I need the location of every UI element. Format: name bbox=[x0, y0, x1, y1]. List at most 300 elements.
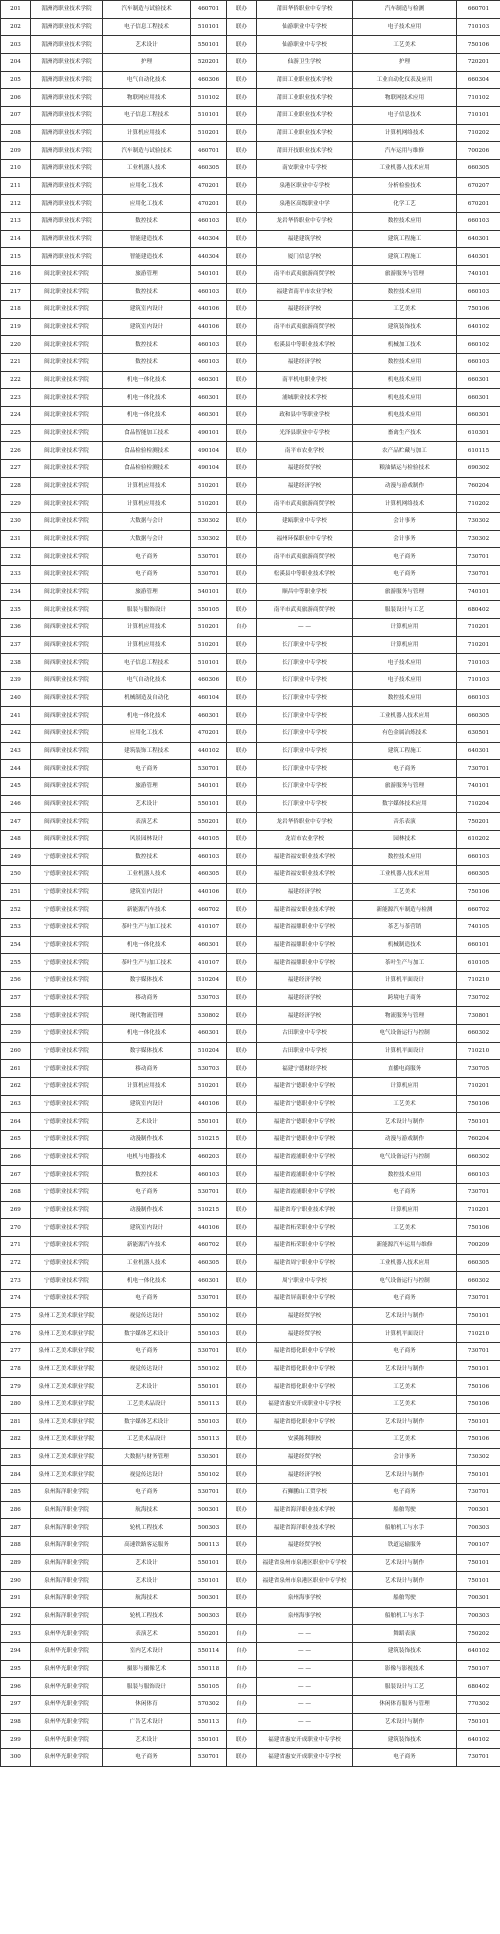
college-major-code-cell: 530301 bbox=[191, 1448, 227, 1466]
secondary-school-cell: 松溪县中等职业技术学校 bbox=[257, 566, 353, 584]
table-row bbox=[1, 354, 500, 372]
college-major-cell: 机械制造及自动化 bbox=[103, 689, 191, 707]
secondary-major-cell: 电子商务 bbox=[353, 1342, 457, 1360]
college-name-cell: 闽北职业技术学院 bbox=[31, 283, 103, 301]
table-row bbox=[1, 1148, 500, 1166]
secondary-school-cell: 福建省德化职业中专学校 bbox=[257, 1360, 353, 1378]
secondary-school-cell: 长汀职业中专学校 bbox=[257, 689, 353, 707]
secondary-major-cell: 影像与影视技术 bbox=[353, 1660, 457, 1678]
college-name-cell: 宁德职业技术学院 bbox=[31, 848, 103, 866]
college-major-cell: 轮机工程技术 bbox=[103, 1519, 191, 1537]
table-row bbox=[1, 159, 500, 177]
secondary-major-code-cell: 750101 bbox=[457, 1113, 500, 1131]
college-name-cell: 泉州海洋职业学院 bbox=[31, 1537, 103, 1555]
college-major-cell: 表演艺术 bbox=[103, 813, 191, 831]
secondary-major-code-cell: 730701 bbox=[457, 1342, 500, 1360]
row-number-cell: 226 bbox=[1, 442, 31, 460]
secondary-school-cell: 福建建筑学校 bbox=[257, 230, 353, 248]
secondary-major-code-cell: 750101 bbox=[457, 1713, 500, 1731]
college-major-cell: 大数据与会计 bbox=[103, 513, 191, 531]
secondary-major-cell: 服装设计与工艺 bbox=[353, 1678, 457, 1696]
program-type-cell: 联办 bbox=[227, 318, 257, 336]
row-number-cell: 249 bbox=[1, 848, 31, 866]
table-row bbox=[1, 1095, 500, 1113]
program-type-cell: 联办 bbox=[227, 1289, 257, 1307]
row-number-cell: 270 bbox=[1, 1219, 31, 1237]
secondary-major-code-cell: 730302 bbox=[457, 513, 500, 531]
row-number-cell: 257 bbox=[1, 989, 31, 1007]
row-number-cell: 300 bbox=[1, 1748, 31, 1766]
table-row bbox=[1, 477, 500, 495]
program-type-cell: 联办 bbox=[227, 195, 257, 213]
secondary-major-code-cell: 660103 bbox=[457, 354, 500, 372]
secondary-major-cell: 电子技术应用 bbox=[353, 654, 457, 672]
secondary-major-cell: 旅游服务与管理 bbox=[353, 777, 457, 795]
secondary-major-cell: 旅游服务与管理 bbox=[353, 583, 457, 601]
secondary-major-cell: 建筑工程施工 bbox=[353, 248, 457, 266]
program-type-cell: 联办 bbox=[227, 1554, 257, 1572]
college-major-code-cell: 460103 bbox=[191, 283, 227, 301]
row-number-cell: 286 bbox=[1, 1501, 31, 1519]
secondary-major-code-cell: 610105 bbox=[457, 954, 500, 972]
college-major-cell: 移动商务 bbox=[103, 989, 191, 1007]
table-row bbox=[1, 71, 500, 89]
college-major-code-cell: 530701 bbox=[191, 1484, 227, 1502]
secondary-major-cell: 计算机应用 bbox=[353, 1078, 457, 1096]
secondary-major-cell: 工艺美术 bbox=[353, 1095, 457, 1113]
college-name-cell: 宁德职业技术学院 bbox=[31, 1078, 103, 1096]
secondary-major-cell: 计算机平面设计 bbox=[353, 1325, 457, 1343]
table-row bbox=[1, 1590, 500, 1608]
program-type-cell: 联办 bbox=[227, 636, 257, 654]
secondary-school-cell: 福建省福安职业技术学校 bbox=[257, 866, 353, 884]
program-type-cell: 自办 bbox=[227, 1713, 257, 1731]
secondary-school-cell: 福建省霞浦职业中专学校 bbox=[257, 1166, 353, 1184]
college-name-cell: 宁德职业技术学院 bbox=[31, 1166, 103, 1184]
row-number-cell: 275 bbox=[1, 1307, 31, 1325]
college-name-cell: 泉州华光职业学院 bbox=[31, 1713, 103, 1731]
row-number-cell: 299 bbox=[1, 1731, 31, 1749]
secondary-major-code-cell: 660305 bbox=[457, 707, 500, 725]
secondary-major-code-cell: 710103 bbox=[457, 18, 500, 36]
college-name-cell: 湄洲湾职业技术学院 bbox=[31, 1, 103, 19]
secondary-major-code-cell: 710101 bbox=[457, 106, 500, 124]
college-name-cell: 宁德职业技术学院 bbox=[31, 1025, 103, 1043]
secondary-major-code-cell: 750106 bbox=[457, 36, 500, 54]
secondary-school-cell: — — bbox=[257, 1696, 353, 1714]
college-major-cell: 汽车制造与试验技术 bbox=[103, 1, 191, 19]
secondary-major-cell: 旅游服务与管理 bbox=[353, 265, 457, 283]
college-name-cell: 泉州海洋职业学院 bbox=[31, 1572, 103, 1590]
row-number-cell: 218 bbox=[1, 301, 31, 319]
row-number-cell: 295 bbox=[1, 1660, 31, 1678]
table-row bbox=[1, 671, 500, 689]
college-name-cell: 闽北职业技术学院 bbox=[31, 318, 103, 336]
secondary-major-cell: 数控技术应用 bbox=[353, 283, 457, 301]
secondary-major-cell: 工艺美术 bbox=[353, 1219, 457, 1237]
secondary-major-cell: 计算机平面设计 bbox=[353, 1042, 457, 1060]
table-row bbox=[1, 866, 500, 884]
row-number-cell: 285 bbox=[1, 1484, 31, 1502]
program-type-cell: 联办 bbox=[227, 848, 257, 866]
table-row bbox=[1, 1643, 500, 1661]
program-type-cell: 联办 bbox=[227, 1413, 257, 1431]
program-type-cell: 自办 bbox=[227, 1660, 257, 1678]
row-number-cell: 255 bbox=[1, 954, 31, 972]
college-major-cell: 现代物流管理 bbox=[103, 1007, 191, 1025]
secondary-school-cell: 福建省海洋职业技术学校 bbox=[257, 1501, 353, 1519]
table-row bbox=[1, 1007, 500, 1025]
college-major-cell: 摄影与摄像艺术 bbox=[103, 1660, 191, 1678]
row-number-cell: 292 bbox=[1, 1607, 31, 1625]
college-name-cell: 泉州工艺美术职业学院 bbox=[31, 1395, 103, 1413]
secondary-major-cell: 新能源汽车运用与维修 bbox=[353, 1236, 457, 1254]
college-major-code-cell: 460103 bbox=[191, 1166, 227, 1184]
college-name-cell: 湄洲湾职业技术学院 bbox=[31, 159, 103, 177]
college-major-cell: 电子商务 bbox=[103, 1748, 191, 1766]
college-major-cell: 计算机应用技术 bbox=[103, 636, 191, 654]
table-row bbox=[1, 954, 500, 972]
college-major-code-cell: 510201 bbox=[191, 477, 227, 495]
table-row bbox=[1, 777, 500, 795]
table-row bbox=[1, 18, 500, 36]
college-name-cell: 泉州华光职业学院 bbox=[31, 1678, 103, 1696]
college-name-cell: 宁德职业技术学院 bbox=[31, 1272, 103, 1290]
secondary-major-cell: 数控技术应用 bbox=[353, 689, 457, 707]
secondary-major-cell: 机电技术应用 bbox=[353, 371, 457, 389]
program-type-cell: 联办 bbox=[227, 106, 257, 124]
secondary-major-code-cell: 630501 bbox=[457, 724, 500, 742]
secondary-major-cell: 物联网技术应用 bbox=[353, 89, 457, 107]
college-major-cell: 机电一体化技术 bbox=[103, 936, 191, 954]
college-major-code-cell: 410107 bbox=[191, 954, 227, 972]
college-name-cell: 泉州工艺美术职业学院 bbox=[31, 1431, 103, 1449]
program-type-cell: 联办 bbox=[227, 1448, 257, 1466]
secondary-major-code-cell: 750106 bbox=[457, 1378, 500, 1396]
college-major-cell: 数控技术 bbox=[103, 336, 191, 354]
college-major-code-cell: 460103 bbox=[191, 212, 227, 230]
row-number-cell: 247 bbox=[1, 813, 31, 831]
table-row bbox=[1, 318, 500, 336]
college-major-cell: 食品检验检测技术 bbox=[103, 442, 191, 460]
secondary-major-code-cell: 740101 bbox=[457, 265, 500, 283]
college-major-code-cell: 510201 bbox=[191, 1078, 227, 1096]
college-major-cell: 电子信息工程技术 bbox=[103, 18, 191, 36]
secondary-major-code-cell: 710204 bbox=[457, 795, 500, 813]
table-row bbox=[1, 195, 500, 213]
college-name-cell: 闽西职业技术学院 bbox=[31, 742, 103, 760]
table-row bbox=[1, 901, 500, 919]
college-name-cell: 闽西职业技术学院 bbox=[31, 760, 103, 778]
college-name-cell: 闽北职业技术学院 bbox=[31, 566, 103, 584]
secondary-school-cell: 福建省泉州市泉港区职业中专学校 bbox=[257, 1554, 353, 1572]
row-number-cell: 288 bbox=[1, 1537, 31, 1555]
secondary-major-cell: 计算机应用 bbox=[353, 618, 457, 636]
college-major-code-cell: 460701 bbox=[191, 1, 227, 19]
secondary-school-cell: 福州环保职业中专学校 bbox=[257, 530, 353, 548]
secondary-major-cell: 农产品贮藏与加工 bbox=[353, 442, 457, 460]
secondary-major-cell: 数控技术应用 bbox=[353, 212, 457, 230]
table-row bbox=[1, 813, 500, 831]
secondary-major-code-cell: 670201 bbox=[457, 195, 500, 213]
college-name-cell: 泉州工艺美术职业学院 bbox=[31, 1360, 103, 1378]
secondary-major-cell: 会计事务 bbox=[353, 530, 457, 548]
college-major-code-cell: 550102 bbox=[191, 1466, 227, 1484]
college-major-cell: 电子商务 bbox=[103, 760, 191, 778]
row-number-cell: 224 bbox=[1, 407, 31, 425]
secondary-major-cell: 工业自动化仪表及应用 bbox=[353, 71, 457, 89]
college-name-cell: 闽西职业技术学院 bbox=[31, 830, 103, 848]
program-type-cell: 联办 bbox=[227, 654, 257, 672]
program-type-cell: 联办 bbox=[227, 548, 257, 566]
college-major-cell: 工艺美术品设计 bbox=[103, 1395, 191, 1413]
college-major-code-cell: 550102 bbox=[191, 1360, 227, 1378]
college-major-code-cell: 490104 bbox=[191, 442, 227, 460]
row-number-cell: 214 bbox=[1, 230, 31, 248]
college-major-code-cell: 510102 bbox=[191, 89, 227, 107]
secondary-major-cell: 汽车运用与维修 bbox=[353, 142, 457, 160]
college-name-cell: 闽北职业技术学院 bbox=[31, 336, 103, 354]
secondary-major-cell: 船舶驾驶 bbox=[353, 1590, 457, 1608]
college-major-cell: 工业机器人技术 bbox=[103, 1254, 191, 1272]
college-major-code-cell: 550102 bbox=[191, 1307, 227, 1325]
row-number-cell: 258 bbox=[1, 1007, 31, 1025]
college-name-cell: 宁德职业技术学院 bbox=[31, 919, 103, 937]
table-row bbox=[1, 424, 500, 442]
program-type-cell: 联办 bbox=[227, 583, 257, 601]
secondary-major-code-cell: 730701 bbox=[457, 760, 500, 778]
program-type-cell: 自办 bbox=[227, 618, 257, 636]
program-type-cell: 联办 bbox=[227, 1395, 257, 1413]
college-major-cell: 计算机应用技术 bbox=[103, 124, 191, 142]
college-major-cell: 机电一体化技术 bbox=[103, 371, 191, 389]
college-major-cell: 数字媒体艺术设计 bbox=[103, 1325, 191, 1343]
college-name-cell: 泉州华光职业学院 bbox=[31, 1748, 103, 1766]
secondary-major-cell: 工艺美术 bbox=[353, 1395, 457, 1413]
table-row bbox=[1, 566, 500, 584]
secondary-major-code-cell: 700107 bbox=[457, 1537, 500, 1555]
program-type-cell: 联办 bbox=[227, 1095, 257, 1113]
secondary-school-cell: 浦城职业技术学校 bbox=[257, 389, 353, 407]
program-type-cell: 联办 bbox=[227, 1, 257, 19]
row-number-cell: 283 bbox=[1, 1448, 31, 1466]
program-type-cell: 联办 bbox=[227, 283, 257, 301]
secondary-school-cell: 福建省宁德职业中专学校 bbox=[257, 1078, 353, 1096]
college-name-cell: 泉州华光职业学院 bbox=[31, 1625, 103, 1643]
secondary-school-cell: 福建经济学校 bbox=[257, 301, 353, 319]
secondary-school-cell: — — bbox=[257, 1713, 353, 1731]
row-number-cell: 206 bbox=[1, 89, 31, 107]
secondary-school-cell: 福建经贸学校 bbox=[257, 1325, 353, 1343]
program-type-cell: 联办 bbox=[227, 1131, 257, 1149]
college-name-cell: 闽北职业技术学院 bbox=[31, 495, 103, 513]
college-major-cell: 茶叶生产与加工技术 bbox=[103, 954, 191, 972]
secondary-school-cell: 福建省福安职业技术学校 bbox=[257, 901, 353, 919]
program-type-cell: 联办 bbox=[227, 724, 257, 742]
row-number-cell: 229 bbox=[1, 495, 31, 513]
college-name-cell: 闽北职业技术学院 bbox=[31, 530, 103, 548]
secondary-major-cell: 电子商务 bbox=[353, 1748, 457, 1766]
row-number-cell: 234 bbox=[1, 583, 31, 601]
row-number-cell: 265 bbox=[1, 1131, 31, 1149]
table-row bbox=[1, 936, 500, 954]
program-type-cell: 联办 bbox=[227, 795, 257, 813]
secondary-major-code-cell: 740105 bbox=[457, 919, 500, 937]
college-name-cell: 闽西职业技术学院 bbox=[31, 777, 103, 795]
college-name-cell: 泉州工艺美术职业学院 bbox=[31, 1307, 103, 1325]
program-type-cell: 联办 bbox=[227, 689, 257, 707]
secondary-major-cell: 茶艺与茶营销 bbox=[353, 919, 457, 937]
college-major-code-cell: 460305 bbox=[191, 159, 227, 177]
secondary-major-code-cell: 680402 bbox=[457, 1678, 500, 1696]
program-type-cell: 联办 bbox=[227, 142, 257, 160]
secondary-school-cell: — — bbox=[257, 1643, 353, 1661]
row-number-cell: 208 bbox=[1, 124, 31, 142]
row-number-cell: 297 bbox=[1, 1696, 31, 1714]
college-major-code-cell: 440102 bbox=[191, 742, 227, 760]
college-major-cell: 工艺美术品设计 bbox=[103, 1431, 191, 1449]
table-row bbox=[1, 1378, 500, 1396]
row-number-cell: 264 bbox=[1, 1113, 31, 1131]
secondary-school-cell: 厦门信息学校 bbox=[257, 248, 353, 266]
secondary-school-cell: 南平市武夷旅游商贸学校 bbox=[257, 318, 353, 336]
secondary-major-cell: 铁道运输服务 bbox=[353, 1537, 457, 1555]
secondary-school-cell: 福建宁德财经学校 bbox=[257, 1060, 353, 1078]
college-major-code-cell: 550113 bbox=[191, 1431, 227, 1449]
row-number-cell: 272 bbox=[1, 1254, 31, 1272]
secondary-major-code-cell: 660103 bbox=[457, 848, 500, 866]
secondary-major-code-cell: 660103 bbox=[457, 283, 500, 301]
secondary-school-cell: — — bbox=[257, 1660, 353, 1678]
secondary-major-code-cell: 710210 bbox=[457, 1325, 500, 1343]
program-type-cell: 联办 bbox=[227, 1519, 257, 1537]
table-row bbox=[1, 1713, 500, 1731]
secondary-school-cell: 南平市农业学校 bbox=[257, 442, 353, 460]
secondary-major-code-cell: 660301 bbox=[457, 407, 500, 425]
college-major-cell: 计算机应用技术 bbox=[103, 495, 191, 513]
college-name-cell: 闽北职业技术学院 bbox=[31, 407, 103, 425]
college-major-code-cell: 440304 bbox=[191, 248, 227, 266]
college-major-cell: 应用化工技术 bbox=[103, 177, 191, 195]
secondary-school-cell: 福建省周宁职业中专学校 bbox=[257, 1254, 353, 1272]
college-major-code-cell: 440106 bbox=[191, 1219, 227, 1237]
row-number-cell: 277 bbox=[1, 1342, 31, 1360]
college-major-code-cell: 460301 bbox=[191, 1272, 227, 1290]
college-name-cell: 闽北职业技术学院 bbox=[31, 442, 103, 460]
secondary-school-cell: 莆田工业职业技术学校 bbox=[257, 89, 353, 107]
table-body bbox=[1, 1, 500, 1767]
secondary-school-cell: 福建经济学校 bbox=[257, 1007, 353, 1025]
college-major-cell: 动漫制作技术 bbox=[103, 1131, 191, 1149]
college-name-cell: 泉州华光职业学院 bbox=[31, 1696, 103, 1714]
secondary-major-code-cell: 730302 bbox=[457, 530, 500, 548]
secondary-school-cell: 光泽县职业中专学校 bbox=[257, 424, 353, 442]
secondary-major-cell: 电子商务 bbox=[353, 548, 457, 566]
secondary-school-cell: 建瓯职业中专学校 bbox=[257, 513, 353, 531]
secondary-school-cell: 福建经贸学校 bbox=[257, 1307, 353, 1325]
college-major-cell: 机电一体化技术 bbox=[103, 407, 191, 425]
college-name-cell: 闽北职业技术学院 bbox=[31, 265, 103, 283]
program-type-cell: 联办 bbox=[227, 301, 257, 319]
secondary-school-cell: 福建省宁德职业中专学校 bbox=[257, 1095, 353, 1113]
row-number-cell: 210 bbox=[1, 159, 31, 177]
program-type-cell: 联办 bbox=[227, 495, 257, 513]
table-row bbox=[1, 795, 500, 813]
college-name-cell: 闽北职业技术学院 bbox=[31, 601, 103, 619]
row-number-cell: 239 bbox=[1, 671, 31, 689]
college-major-code-cell: 540101 bbox=[191, 265, 227, 283]
college-name-cell: 闽北职业技术学院 bbox=[31, 424, 103, 442]
college-name-cell: 湄洲湾职业技术学院 bbox=[31, 18, 103, 36]
college-major-cell: 电子商务 bbox=[103, 1484, 191, 1502]
row-number-cell: 212 bbox=[1, 195, 31, 213]
secondary-major-code-cell: 730701 bbox=[457, 548, 500, 566]
table-row bbox=[1, 1, 500, 19]
row-number-cell: 243 bbox=[1, 742, 31, 760]
row-number-cell: 221 bbox=[1, 354, 31, 372]
secondary-major-code-cell: 660103 bbox=[457, 212, 500, 230]
table-row bbox=[1, 1183, 500, 1201]
secondary-major-code-cell: 750101 bbox=[457, 1554, 500, 1572]
college-major-code-cell: 530302 bbox=[191, 530, 227, 548]
table-row bbox=[1, 1625, 500, 1643]
secondary-major-code-cell: 710103 bbox=[457, 654, 500, 672]
program-type-cell: 联办 bbox=[227, 1236, 257, 1254]
secondary-major-cell: 船舶机工与水手 bbox=[353, 1519, 457, 1537]
row-number-cell: 260 bbox=[1, 1042, 31, 1060]
secondary-major-code-cell: 610202 bbox=[457, 830, 500, 848]
college-major-cell: 电子信息工程技术 bbox=[103, 106, 191, 124]
table-row bbox=[1, 1060, 500, 1078]
secondary-major-cell: 工业机器人技术应用 bbox=[353, 159, 457, 177]
secondary-major-cell: 工艺美术 bbox=[353, 301, 457, 319]
table-row bbox=[1, 1537, 500, 1555]
college-major-cell: 应用化工技术 bbox=[103, 724, 191, 742]
college-major-code-cell: 530802 bbox=[191, 1007, 227, 1025]
college-major-cell: 大数据与会计 bbox=[103, 530, 191, 548]
secondary-major-code-cell: 750106 bbox=[457, 301, 500, 319]
college-name-cell: 泉州海洋职业学院 bbox=[31, 1590, 103, 1608]
college-name-cell: 湄洲湾职业技术学院 bbox=[31, 89, 103, 107]
college-name-cell: 泉州工艺美术职业学院 bbox=[31, 1448, 103, 1466]
secondary-school-cell: — — bbox=[257, 1678, 353, 1696]
secondary-major-code-cell: 660103 bbox=[457, 1166, 500, 1184]
table-row bbox=[1, 1272, 500, 1290]
program-type-cell: 联办 bbox=[227, 1342, 257, 1360]
secondary-major-cell: 有色金属冶炼技术 bbox=[353, 724, 457, 742]
program-type-cell: 联办 bbox=[227, 371, 257, 389]
college-major-code-cell: 490104 bbox=[191, 460, 227, 478]
college-major-code-cell: 460301 bbox=[191, 936, 227, 954]
program-type-cell: 联办 bbox=[227, 230, 257, 248]
college-major-code-cell: 510201 bbox=[191, 124, 227, 142]
college-major-cell: 智能建造技术 bbox=[103, 248, 191, 266]
row-number-cell: 216 bbox=[1, 265, 31, 283]
table-row bbox=[1, 1431, 500, 1449]
row-number-cell: 231 bbox=[1, 530, 31, 548]
secondary-school-cell: 长汀职业中专学校 bbox=[257, 795, 353, 813]
row-number-cell: 282 bbox=[1, 1431, 31, 1449]
secondary-major-code-cell: 700206 bbox=[457, 142, 500, 160]
college-major-code-cell: 460702 bbox=[191, 1236, 227, 1254]
table-row bbox=[1, 389, 500, 407]
college-major-cell: 电子信息工程技术 bbox=[103, 654, 191, 672]
table-row bbox=[1, 1678, 500, 1696]
college-major-cell: 旅游管理 bbox=[103, 583, 191, 601]
secondary-school-cell: 福建省宁德职业中专学校 bbox=[257, 1113, 353, 1131]
secondary-major-code-cell: 680402 bbox=[457, 601, 500, 619]
college-major-cell: 物联网应用技术 bbox=[103, 89, 191, 107]
